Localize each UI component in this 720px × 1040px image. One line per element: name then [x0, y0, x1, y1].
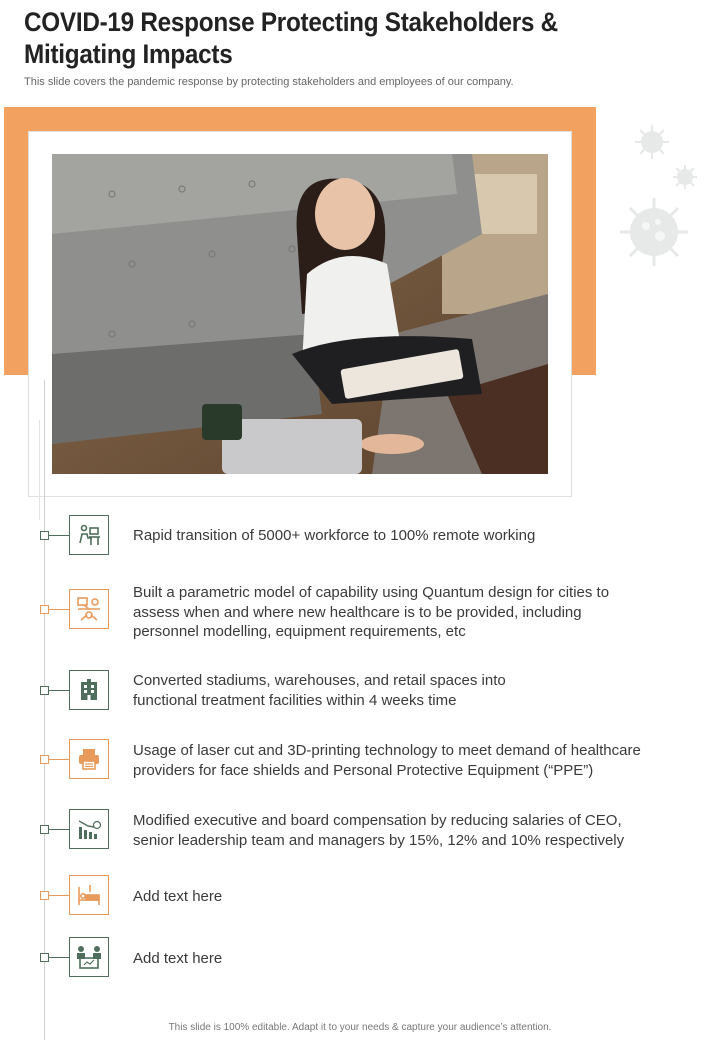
- timeline-connector: [49, 759, 69, 760]
- item-text: Converted stadiums, warehouses, and retail spaces into functional treatment facilities within 4 weeks time: [133, 672, 506, 709]
- timeline-node: [40, 755, 49, 764]
- hospital-building-icon: [69, 670, 109, 710]
- timeline-node: [40, 953, 49, 962]
- item-text: Add text here: [133, 888, 223, 905]
- item-text: Add text here: [133, 950, 223, 967]
- timeline-node: [40, 605, 49, 614]
- timeline-connector: [49, 829, 69, 830]
- timeline-connector: [49, 535, 69, 536]
- timeline-connector: [49, 895, 69, 896]
- virus-icon: [672, 164, 698, 190]
- timeline-node: [40, 891, 49, 900]
- parametric-model-icon: [69, 589, 109, 629]
- remote-work-icon: [69, 515, 109, 555]
- video-conference-icon: [69, 937, 109, 977]
- timeline-connector: [49, 957, 69, 958]
- virus-icon: [634, 124, 670, 160]
- item-text: Usage of laser cut and 3D-printing technology to meet demand of healthcare providers for face shields and Personal Protective Equipment (“PPE”): [133, 742, 641, 779]
- page-subtitle: This slide covers the pandemic response by protecting stakeholders and employees of our company.: [24, 76, 514, 88]
- item-text: Rapid transition of 5000+ workforce to 100% remote working: [133, 527, 536, 544]
- hospital-bed-icon: [69, 875, 109, 915]
- timeline-node: [40, 825, 49, 834]
- footer-note: This slide is 100% editable. Adapt it to your needs & capture your audience’s attention.: [168, 1022, 552, 1033]
- woman-writing-photo: [52, 154, 548, 474]
- item-text: Built a parametric model of capability using Quantum design for cities to assess when and where new healthcare is to be provided, including personnel modelling, equipment requirements, etc: [133, 584, 610, 640]
- timeline-node: [40, 531, 49, 540]
- timeline-connector: [49, 690, 69, 691]
- printer-icon: [69, 739, 109, 779]
- salary-chart-icon: [69, 809, 109, 849]
- timeline-node: [40, 686, 49, 695]
- frame-guide-line: [39, 420, 40, 520]
- timeline-line: [44, 380, 45, 1040]
- timeline-connector: [49, 609, 69, 610]
- page-title: COVID-19 Response Protecting Stakeholders & Mitigating Impacts: [24, 7, 558, 69]
- virus-icon: [618, 196, 690, 268]
- item-text: Modified executive and board compensation by reducing salaries of CEO, senior leadership team and managers by 15%, 12% and 10% respectively: [133, 812, 625, 849]
